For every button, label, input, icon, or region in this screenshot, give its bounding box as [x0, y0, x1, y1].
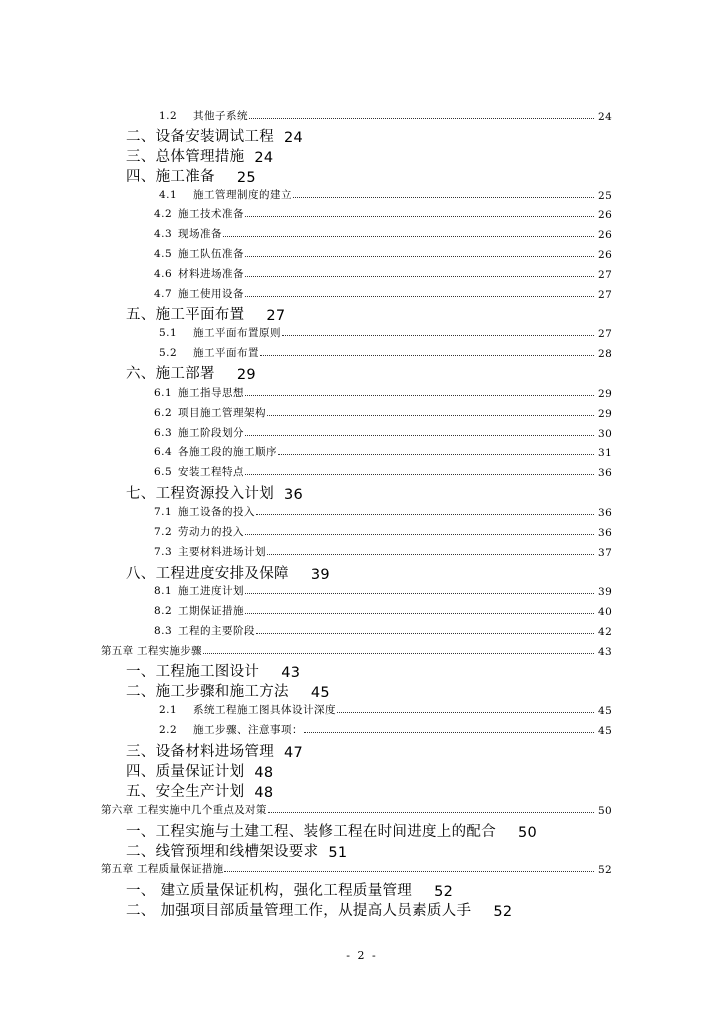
- toc-entry[interactable]: [154, 405, 612, 420]
- toc-section-page: 51: [328, 845, 348, 861]
- toc-entry[interactable]: [154, 444, 612, 459]
- dot-leader: [304, 732, 594, 733]
- toc-section[interactable]: [126, 879, 453, 900]
- toc-entry-page: 30: [598, 428, 613, 440]
- toc-section-page: 52: [434, 884, 454, 900]
- toc-section-page: 36: [284, 487, 304, 503]
- toc-section-page: 29: [236, 367, 256, 383]
- toc-entry-title: 施工使用设备: [178, 288, 244, 300]
- dot-leader: [203, 653, 594, 654]
- toc-section-page: 50: [518, 825, 538, 841]
- toc-section-title: 七、工程资源投入计划: [126, 486, 274, 502]
- dot-leader: [268, 812, 594, 813]
- toc-entry-page: 25: [598, 190, 613, 202]
- toc-entry-number: 6.3: [154, 427, 173, 439]
- dot-leader: [245, 296, 594, 297]
- toc-entry[interactable]: [154, 246, 612, 261]
- toc-entry-title: 劳动力的投入: [178, 526, 244, 538]
- toc-section[interactable]: [126, 840, 347, 861]
- toc-entry-number: 4.1: [159, 189, 178, 201]
- toc-section-page: 24: [254, 150, 274, 166]
- dot-leader: [245, 276, 594, 277]
- toc-entry-page: 45: [598, 725, 613, 737]
- toc-section-page: 27: [266, 308, 286, 324]
- toc-entry-title: 其他子系统: [193, 110, 248, 122]
- toc-entry-number: 5.2: [159, 347, 178, 359]
- toc-entry-page: 27: [598, 269, 613, 281]
- toc-section-page: 47: [284, 745, 304, 761]
- toc-section-title: 一、工程施工图设计: [126, 664, 260, 680]
- toc-entry-number: 7.1: [154, 506, 173, 518]
- toc-entry-title: 施工指导思想: [178, 387, 244, 399]
- toc-chapter[interactable]: [101, 643, 612, 658]
- toc-section-page: 24: [284, 130, 304, 146]
- dot-leader: [282, 335, 594, 336]
- dot-leader: [337, 712, 594, 713]
- toc-section-title: 二、施工步骤和施工方法: [126, 684, 289, 700]
- toc-entry-page: 36: [598, 467, 613, 479]
- toc-entry-title: 施工技术准备: [178, 208, 244, 220]
- toc-entry-page: 27: [598, 328, 613, 340]
- toc-entry-number: 7.2: [154, 526, 173, 538]
- toc-entry-page: 24: [598, 111, 613, 123]
- toc-chapter-page: 43: [598, 646, 612, 658]
- dot-leader: [245, 613, 594, 614]
- toc-entry-page: 26: [598, 249, 613, 261]
- toc-entry[interactable]: [154, 226, 612, 241]
- toc-section-title: 三、总体管理措施: [126, 149, 245, 165]
- dot-leader: [260, 355, 594, 356]
- toc-section-title: 一、工程实施与土建工程、装修工程在时间进度上的配合: [126, 824, 496, 840]
- dot-leader: [224, 871, 594, 872]
- toc-section-page: 25: [236, 170, 256, 186]
- toc-entry-title: 施工平面布置原则: [193, 327, 281, 339]
- toc-entry-number: 6.5: [154, 466, 173, 478]
- toc-section[interactable]: [126, 660, 300, 681]
- toc-section[interactable]: [126, 760, 273, 781]
- dot-leader: [245, 534, 594, 535]
- toc-entry-page: 29: [598, 388, 613, 400]
- dot-leader: [249, 118, 594, 119]
- toc-section[interactable]: [126, 562, 330, 583]
- toc-entry-title: 施工队伍准备: [178, 248, 244, 260]
- dot-leader: [256, 514, 594, 515]
- toc-entry-title: 系统工程施工图具体设计深度: [193, 704, 336, 716]
- toc-section-title: 二、线管预埋和线槽架设要求: [126, 844, 319, 860]
- dot-leader: [245, 474, 594, 475]
- toc-entry-title: 主要材料进场计划: [178, 546, 266, 558]
- toc-section-page: 52: [493, 904, 513, 920]
- toc-entry-number: 2.1: [159, 704, 178, 716]
- toc-entry-title: 现场准备: [178, 228, 222, 240]
- dot-leader: [245, 395, 594, 396]
- toc-section-title: 一、 建立质量保证机构，强化工程质量管理: [126, 883, 413, 899]
- toc-section[interactable]: [126, 303, 285, 324]
- toc-entry[interactable]: [154, 385, 612, 400]
- dot-leader: [245, 256, 594, 257]
- toc-chapter-page: 52: [598, 864, 612, 876]
- toc-entry[interactable]: [154, 464, 612, 479]
- toc-section-title: 三、设备材料进场管理: [126, 744, 274, 760]
- dot-leader: [245, 216, 594, 217]
- toc-section-title: 五、施工平面布置: [126, 307, 245, 323]
- toc-section[interactable]: [126, 482, 303, 503]
- toc-entry[interactable]: [159, 702, 612, 717]
- toc-entry[interactable]: [159, 722, 612, 737]
- toc-chapter[interactable]: [101, 861, 612, 876]
- dot-leader: [267, 415, 594, 416]
- toc-entry-title: 施工设备的投入: [178, 506, 255, 518]
- toc-section[interactable]: [126, 125, 303, 146]
- toc-entry[interactable]: [154, 603, 612, 618]
- toc-entry-number: 4.7: [154, 288, 173, 300]
- page-number: - 2 -: [346, 949, 378, 962]
- toc-entry-page: 27: [598, 289, 613, 301]
- toc-entry[interactable]: [154, 623, 612, 638]
- toc-entry-title: 安装工程特点: [178, 466, 244, 478]
- toc-entry-page: 42: [598, 626, 613, 638]
- toc-chapter-title: 第六章 工程实施中几个重点及对策: [101, 804, 267, 816]
- toc-section[interactable]: [126, 362, 256, 383]
- toc-entry-page: 36: [598, 527, 613, 539]
- dot-leader: [278, 454, 594, 455]
- toc-entry[interactable]: [154, 504, 612, 519]
- toc-entry-number: 8.1: [154, 585, 173, 597]
- toc-section[interactable]: [126, 145, 273, 166]
- toc-entry-page: 37: [598, 547, 613, 559]
- toc-entry-page: 39: [598, 586, 613, 598]
- toc-entry-page: 40: [598, 606, 613, 618]
- dot-leader: [256, 633, 594, 634]
- toc-entry-number: 4.5: [154, 248, 173, 260]
- toc-entry-number: 8.3: [154, 625, 173, 637]
- toc-chapter-title: 第五章 工程质量保证措施: [101, 863, 224, 875]
- toc-section[interactable]: [126, 680, 330, 701]
- toc-entry[interactable]: [154, 544, 612, 559]
- toc-section[interactable]: [126, 820, 537, 841]
- toc-entry-title: 施工进度计划: [178, 585, 244, 597]
- toc-entry-page: 45: [598, 705, 613, 717]
- toc-entry-page: 31: [598, 447, 613, 459]
- toc-section-page: 39: [310, 567, 330, 583]
- toc-section-title: 五、安全生产计划: [126, 784, 245, 800]
- toc-section-title: 二、 加强项目部质量管理工作，从提高人员素质人手: [126, 903, 472, 919]
- toc-entry[interactable]: [154, 266, 612, 281]
- toc-entry-number: 1.2: [159, 110, 178, 122]
- toc-section[interactable]: [126, 740, 303, 761]
- toc-section-title: 六、施工部署: [126, 366, 215, 382]
- toc-chapter[interactable]: [101, 802, 612, 817]
- toc-entry[interactable]: [154, 524, 612, 539]
- toc-entry-title: 施工平面布置: [193, 347, 259, 359]
- dot-leader: [293, 197, 594, 198]
- toc-entry-number: 4.2: [154, 208, 173, 220]
- dot-leader: [267, 554, 594, 555]
- toc-entry-number: 8.2: [154, 605, 173, 617]
- toc-entry-title: 各施工段的施工顺序: [178, 446, 277, 458]
- toc-section-page: 48: [254, 785, 274, 801]
- toc-entry-page: 26: [598, 229, 613, 241]
- toc-entry[interactable]: [159, 187, 612, 202]
- toc-section-title: 四、质量保证计划: [126, 764, 245, 780]
- toc-entry-number: 7.3: [154, 546, 173, 558]
- toc-entry-number: 6.4: [154, 446, 173, 458]
- toc-entry-page: 36: [598, 507, 613, 519]
- toc-section-title: 四、施工准备: [126, 169, 215, 185]
- toc-entry-number: 6.2: [154, 407, 173, 419]
- toc-entry-title: 材料进场准备: [178, 268, 244, 280]
- toc-section[interactable]: [126, 899, 512, 920]
- toc-section-title: 八、工程进度安排及保障: [126, 566, 289, 582]
- toc-entry-title: 项目施工管理架构: [178, 407, 266, 419]
- toc-entry-title: 施工管理制度的建立: [193, 189, 292, 201]
- toc-section[interactable]: [126, 780, 273, 801]
- toc-entry-number: 4.3: [154, 228, 173, 240]
- toc-entry-title: 施工阶段划分: [178, 427, 244, 439]
- toc-entry-number: 4.6: [154, 268, 173, 280]
- toc-entry-page: 28: [598, 348, 613, 360]
- dot-leader: [245, 435, 594, 436]
- toc-entry-number: 6.1: [154, 387, 173, 399]
- toc-entry[interactable]: [154, 583, 612, 598]
- dot-leader: [245, 593, 594, 594]
- toc-entry-title: 工程的主要阶段: [178, 625, 255, 637]
- dot-leader: [223, 236, 594, 237]
- toc-section-page: 43: [281, 665, 301, 681]
- toc-entry[interactable]: [154, 286, 612, 301]
- toc-entry-number: 2.2: [159, 724, 178, 736]
- toc-chapter-page: 50: [598, 805, 612, 817]
- toc-entry-page: 26: [598, 209, 613, 221]
- toc-section-page: 45: [310, 685, 330, 701]
- toc-entry-title: 施工步骤、注意事项：: [193, 724, 303, 736]
- toc-entry-title: 工期保证措施: [178, 605, 244, 617]
- toc-chapter-title: 第五章 工程实施步骤: [101, 645, 202, 657]
- toc-section-page: 48: [254, 765, 274, 781]
- toc-entry[interactable]: [159, 325, 612, 340]
- toc-entry[interactable]: [159, 108, 612, 123]
- toc-entry-page: 29: [598, 408, 613, 420]
- toc-section[interactable]: [126, 165, 256, 186]
- toc-entry[interactable]: [154, 425, 612, 440]
- toc-entry-number: 5.1: [159, 327, 178, 339]
- toc-section-title: 二、设备安装调试工程: [126, 129, 274, 145]
- toc-entry[interactable]: [159, 345, 612, 360]
- toc-entry[interactable]: [154, 206, 612, 221]
